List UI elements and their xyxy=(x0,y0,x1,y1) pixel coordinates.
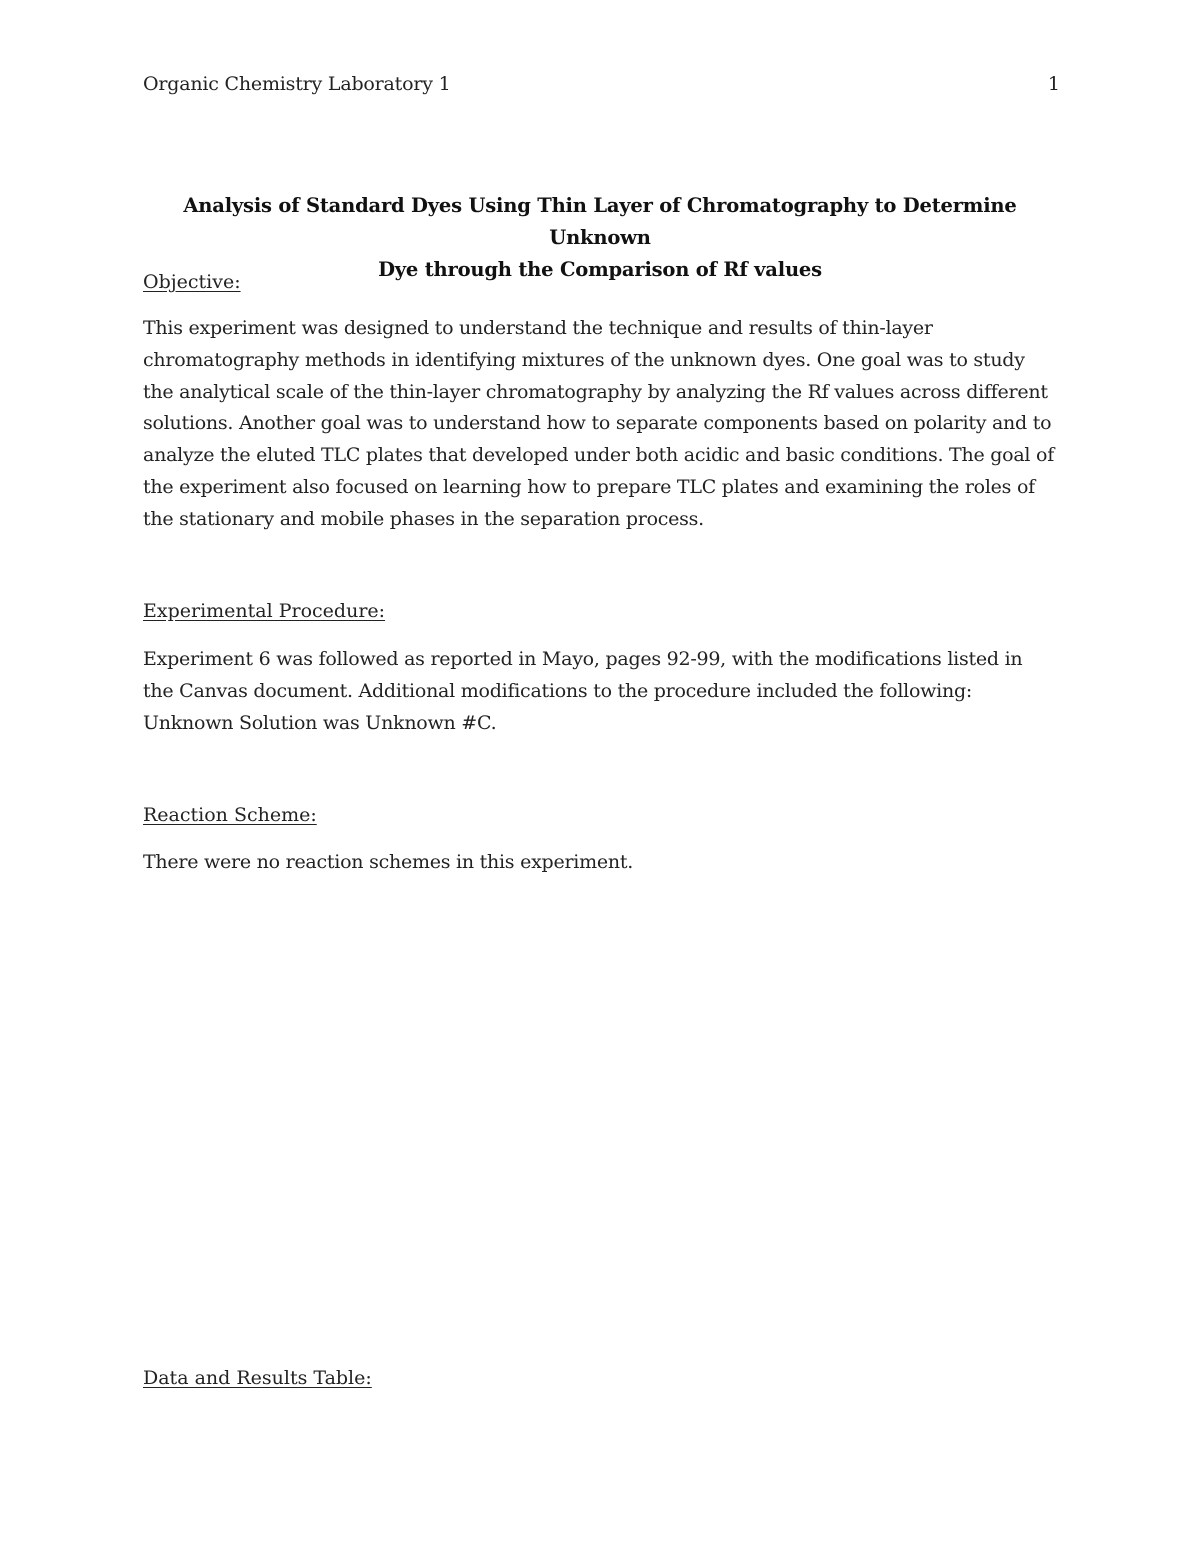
procedure-heading: Experimental Procedure: xyxy=(143,600,386,622)
data-results-heading: Data and Results Table: xyxy=(143,1367,372,1389)
title-line-1: Analysis of Standard Dyes Using Thin Layer of Chromatography to Determine Unknown xyxy=(183,194,1017,249)
procedure-line: Unknown Solution was Unknown #C. xyxy=(143,711,497,734)
procedure-line: the Canvas document. Additional modifications to the procedure included the following: xyxy=(143,679,973,702)
document-title xyxy=(140,190,1060,286)
objective-heading: Objective: xyxy=(143,271,241,293)
objective-paragraph xyxy=(143,313,1073,536)
running-head: Organic Chemistry Laboratory 1 xyxy=(143,73,451,95)
procedure-line: Experiment 6 was followed as reported in Mayo, pages 92-99, with the modifications listed in xyxy=(143,648,1023,670)
objective-line: solutions. Another goal was to understand how to separate components based on polarity and to xyxy=(143,412,1052,435)
objective-line: This experiment was designed to understand the technique and results of thin-layer xyxy=(143,317,933,339)
objective-line: the experiment also focused on learning how to prepare TLC plates and examining the roles of xyxy=(143,475,1035,498)
objective-line: analyze the eluted TLC plates that developed under both acidic and basic conditions. The goal of xyxy=(143,444,1055,467)
page-number: 1 xyxy=(1047,73,1060,95)
title-line-2: Dye through the Comparison of Rf values xyxy=(378,258,822,281)
objective-line: the analytical scale of the thin-layer chromatography by analyzing the Rf values across different xyxy=(143,380,1048,403)
reaction-paragraph xyxy=(143,847,1073,879)
objective-line: the stationary and mobile phases in the separation process. xyxy=(143,507,704,530)
procedure-paragraph xyxy=(143,644,1073,739)
objective-line: chromatography methods in identifying mixtures of the unknown dyes. One goal was to study xyxy=(143,348,1025,371)
reaction-line: There were no reaction schemes in this experiment. xyxy=(143,851,634,873)
reaction-heading: Reaction Scheme: xyxy=(143,804,317,826)
